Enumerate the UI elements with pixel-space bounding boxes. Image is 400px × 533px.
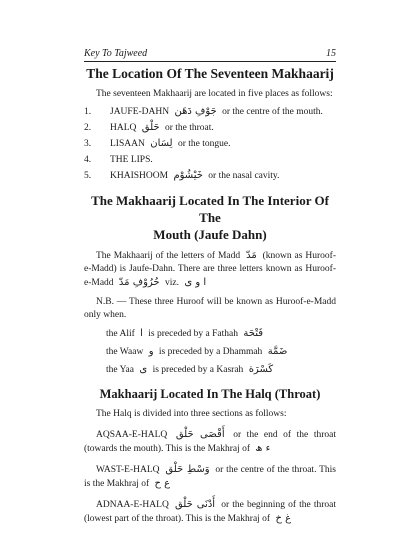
arabic-letters: ء ھ — [255, 443, 271, 454]
arabic-term: كَسْرَة — [248, 364, 274, 375]
arabic-term: ضَمَّة — [267, 346, 288, 357]
arabic-letters: ا و ى — [184, 277, 207, 288]
halq-entry-aqsaa — [84, 428, 336, 456]
arabic-term: فَتْحَة — [243, 328, 263, 339]
text-run: or the centre of the throat. This is the Makhraj of — [84, 465, 337, 489]
item-description: or the centre of the mouth. — [222, 107, 323, 117]
item-number: 2. — [84, 123, 92, 133]
item-name: THE LIPS. — [110, 155, 153, 165]
item-name: HALQ — [110, 123, 137, 133]
text-run: is preceded by a Kasrah — [152, 365, 244, 375]
arabic-letter: و — [148, 346, 154, 357]
heading-line: Mouth (Jaufe Dahn) — [153, 227, 267, 242]
makhaarij-list — [84, 104, 336, 184]
arabic-term: جَوْفِ دَهَن — [174, 106, 217, 117]
halq-intro: The Halq is divided into three sections as follows: — [96, 409, 287, 419]
item-number: 4. — [84, 155, 92, 165]
item-name: KHAISHOOM — [110, 171, 169, 181]
item-name: JAUFE-DAHN — [110, 107, 170, 117]
arabic-letter: ى — [139, 364, 148, 375]
list-item — [84, 152, 336, 168]
section-heading-location: The Location Of The Seventeen Makhaarij — [86, 66, 334, 81]
text-run: WAST-E-HALQ — [96, 465, 160, 475]
book-title: Key To Tajweed — [84, 48, 148, 59]
list-item — [84, 120, 336, 136]
arabic-term: لِسَان — [150, 138, 173, 149]
item-description: or the tongue. — [177, 139, 231, 149]
condition-line — [106, 361, 336, 379]
text-run: or the beginning of the throat (lowest part of the throat). This is the Makhraj of — [84, 500, 336, 524]
section-heading-jaufe-dahn — [84, 192, 336, 243]
heading-line: The Makhaarij Located In The Interior Of The — [91, 193, 329, 225]
item-description: or the throat. — [164, 123, 214, 133]
arabic-letter: ا — [140, 328, 143, 339]
arabic-term: أَدْنَى حَلْق — [174, 499, 216, 510]
page-number: 15 — [326, 48, 336, 59]
text-run: is preceded by a Dhammah — [158, 347, 263, 357]
item-description: or the nasal cavity. — [208, 171, 280, 181]
arabic-term: حَلْق — [141, 122, 160, 133]
item-number: 3. — [84, 139, 92, 149]
note-paragraph: N.B. — These three Huroof will be known as Huroof-e-Madd only when. — [84, 297, 336, 320]
arabic-term: وَسْطِ حَلْق — [165, 464, 210, 475]
text-run: viz. — [164, 278, 179, 288]
section-intro: The seventeen Makhaarij are located in five places as follows: — [96, 89, 333, 99]
list-item — [84, 136, 336, 152]
running-head — [84, 48, 336, 62]
arabic-letters: غ خ — [275, 513, 292, 524]
arabic-term: خَيْشُوْم — [173, 170, 203, 181]
text-run: or the end of the throat (towards the mouth). This is the Makhraj of — [84, 430, 336, 454]
text-run: ADNAA-E-HALQ — [96, 500, 169, 510]
arabic-term: حُرُوْفِ مَدّ — [118, 277, 160, 288]
arabic-letters: ع ح — [154, 478, 171, 489]
text-run: the Alif — [106, 329, 135, 339]
list-item — [84, 104, 336, 120]
item-name: LISAAN — [110, 139, 145, 149]
halq-entry-wast — [84, 463, 336, 491]
arabic-term: مَدّ — [246, 250, 257, 261]
madd-paragraph — [84, 249, 336, 290]
arabic-term: أَقْصَى حَلْق — [175, 429, 225, 440]
item-number: 5. — [84, 171, 92, 181]
halq-entry-adnaa — [84, 498, 336, 526]
text-run: the Yaa — [106, 365, 134, 375]
text-run: The Makhaarij of the letters of Madd — [96, 251, 241, 261]
item-number: 1. — [84, 107, 92, 117]
section-heading-halq: Makhaarij Located In The Halq (Throat) — [99, 387, 321, 401]
text-run: AQSAA-E-HALQ — [96, 430, 168, 440]
text-run: (known as Huroof-e-Madd) is Jaufe-Dahn. There are three letters known as Huroof-e-Madd — [84, 251, 336, 288]
madd-conditions — [84, 325, 336, 379]
condition-line — [106, 325, 336, 343]
text-run: the Waaw — [106, 347, 144, 357]
list-item — [84, 168, 336, 184]
condition-line — [106, 343, 336, 361]
text-run: is preceded by a Fathah — [148, 329, 238, 339]
